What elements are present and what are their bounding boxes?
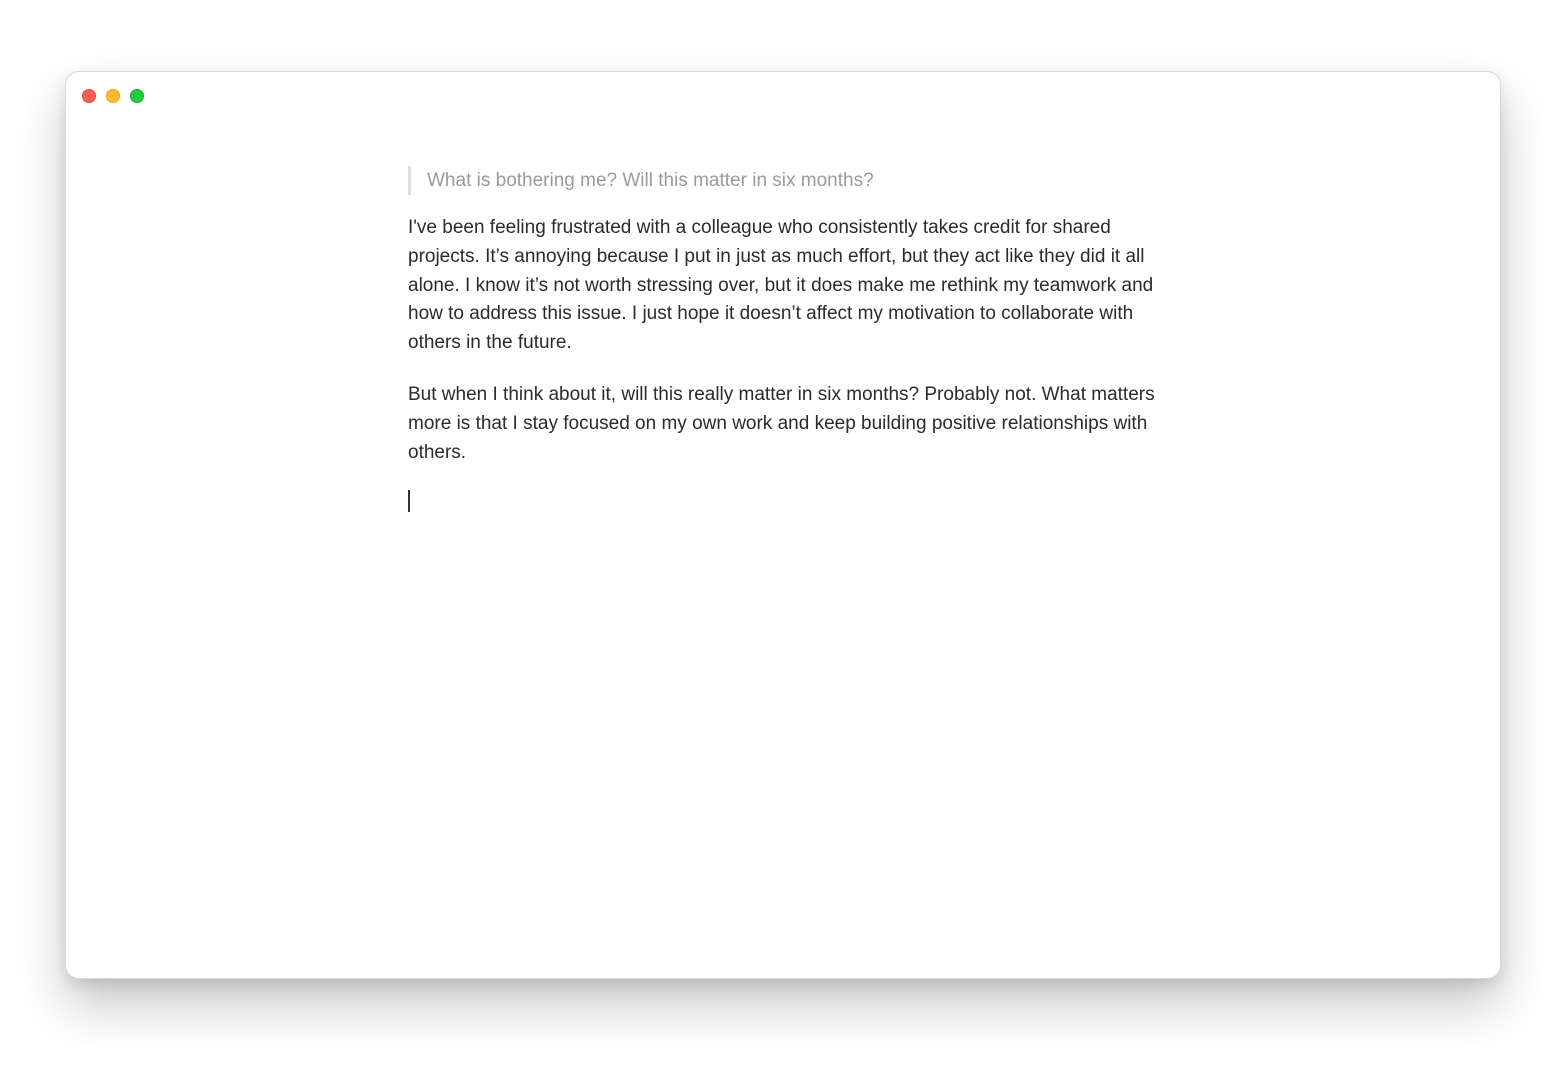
app-window (65, 71, 1501, 979)
journal-editor[interactable] (408, 166, 1158, 512)
journal-paragraph[interactable]: But when I think about it, will this really matter in six months? Probably not. What matters more is that I stay focused on my own work and keep building positive relationships with others. (408, 383, 1155, 463)
journal-paragraph[interactable]: I've been feeling frustrated with a colleague who consistently takes credit for shared projects. It’s annoying because I put in just as much effort, but they act like they did it all alone. I know it’s not worth stressing over, but it does make me rethink my teamwork and how to address this issue. I just hope it doesn’t affect my motivation to collaborate with others in the future. (408, 217, 1154, 354)
close-button[interactable] (82, 89, 96, 103)
window-controls (82, 89, 144, 103)
maximize-button[interactable] (130, 89, 144, 103)
journal-prompt-quote: What is bothering me? Will this matter in six months? (408, 166, 1158, 195)
text-cursor (408, 490, 410, 512)
minimize-button[interactable] (106, 89, 120, 103)
